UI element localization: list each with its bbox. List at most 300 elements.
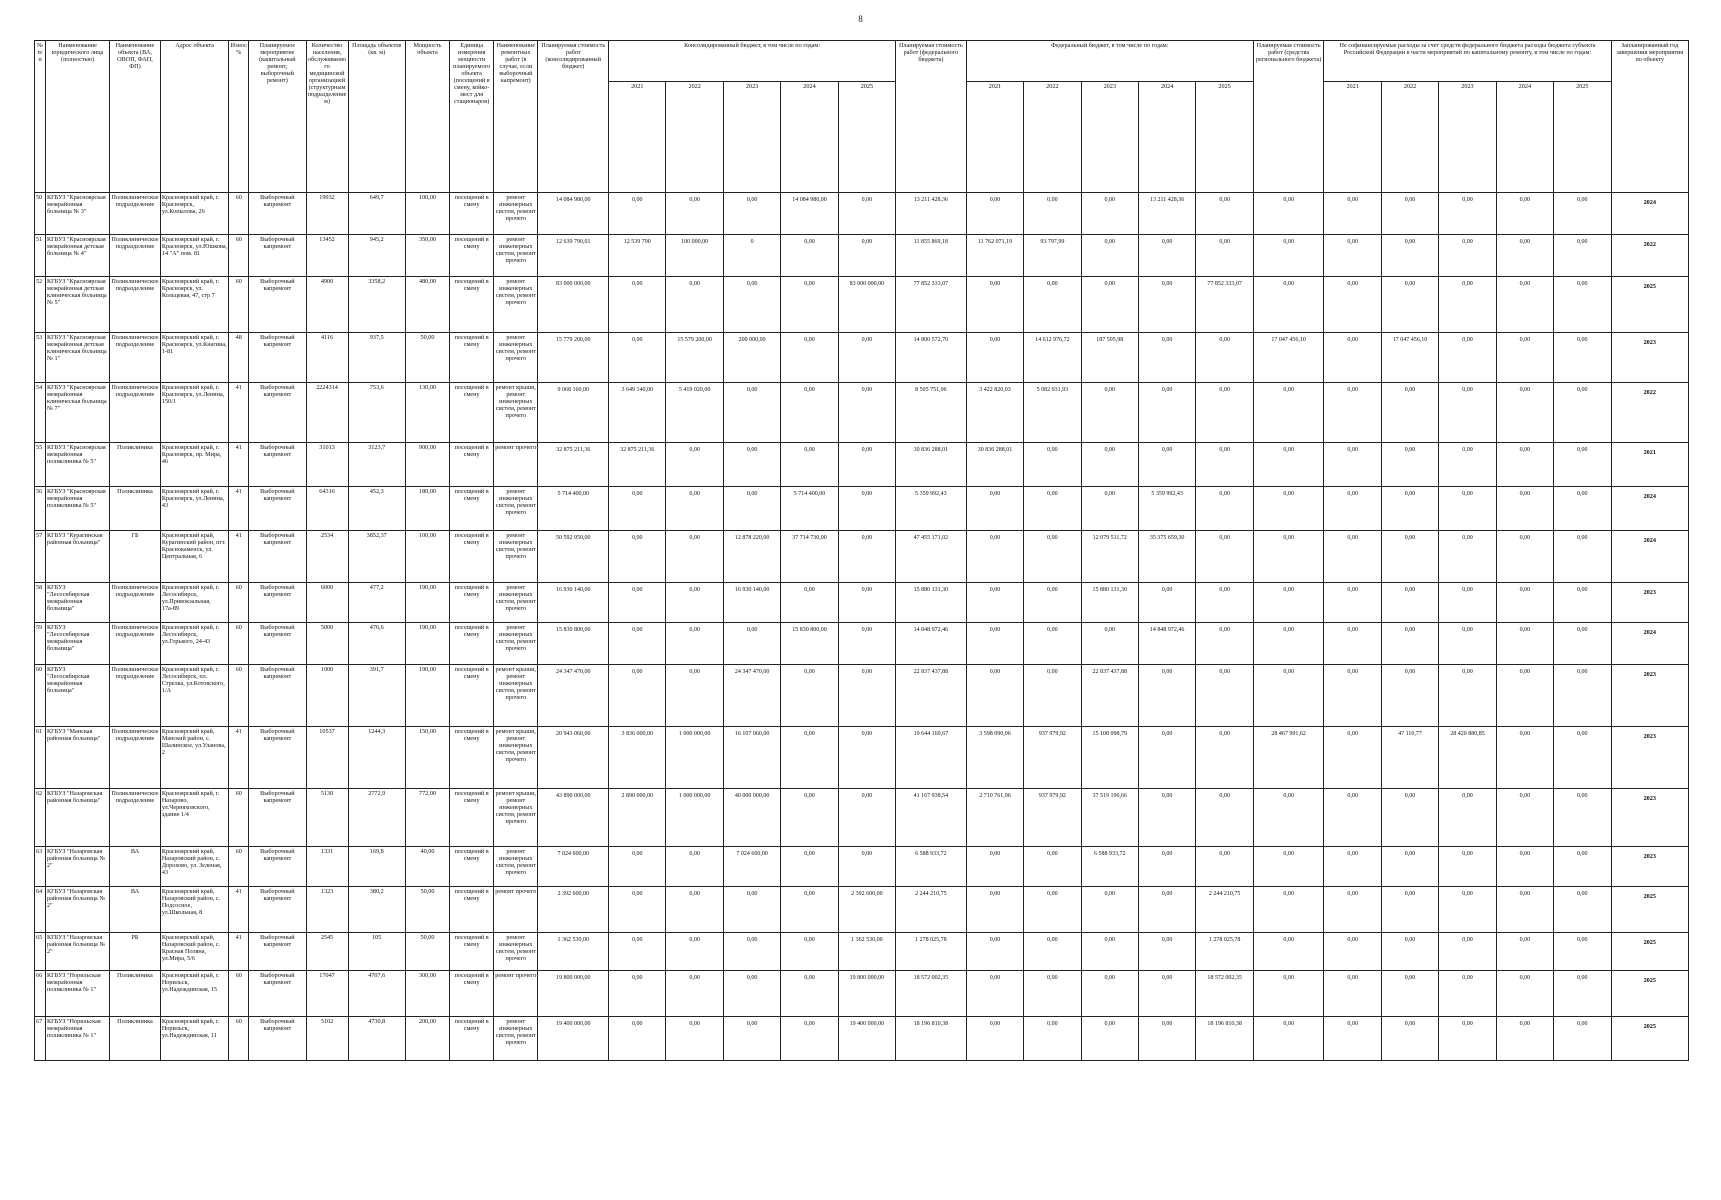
cell-consolidated-year: 0,00 — [838, 487, 895, 531]
cell-federal-year: 0,00 — [1024, 971, 1081, 1017]
cell-federal-year: 0,00 — [1024, 1017, 1081, 1061]
cell-cost-consolidated: 1 362 530,00 — [538, 933, 609, 971]
header-cofin-year: 2024 — [1496, 82, 1553, 193]
cell-cofin-year: 0,00 — [1496, 443, 1553, 487]
cell-obj-name: Поликлиническое подразделение — [110, 235, 161, 277]
cell-consolidated-year: 0,00 — [666, 193, 723, 235]
cell-consolidated-year: 0,00 — [781, 333, 838, 383]
cell-num: 53 — [35, 333, 46, 383]
cell-consolidated-year: 0,00 — [609, 531, 666, 583]
cell-capacity: 100,00 — [405, 531, 449, 583]
cell-cofin-year: 0,00 — [1381, 235, 1438, 277]
cell-cofin-year: 0,00 — [1496, 971, 1553, 1017]
cell-obj-name: Поликлиника — [110, 443, 161, 487]
cell-obj-name: Поликлиническое подразделение — [110, 277, 161, 333]
cell-federal-year: 0,00 — [1024, 887, 1081, 933]
cell-federal-year: 0,00 — [1024, 487, 1081, 531]
cell-area: 649,7 — [348, 193, 405, 235]
header-event: Планируемое мероприятие (капитальный ремонт, выборочный ремонт) — [249, 41, 306, 193]
cell-federal-year: 0,00 — [1081, 235, 1138, 277]
cell-population: 1331 — [306, 847, 348, 887]
cell-org: КГБУЗ "Красноярская межрайонная детская клиническая больница № 5" — [46, 277, 110, 333]
cell-cofin-year: 0,00 — [1439, 383, 1496, 443]
cell-num: 55 — [35, 443, 46, 487]
cell-address: Красноярский край, Назаровский район, с. Дорохово, ул. Зеленая, 43 — [160, 847, 228, 887]
header-consolidated-year: 2025 — [838, 82, 895, 193]
cell-cofin-year: 0,00 — [1381, 1017, 1438, 1061]
cell-capacity: 130,00 — [405, 383, 449, 443]
cell-cofin-year: 0,00 — [1554, 1017, 1611, 1061]
cell-consolidated-year: 0,00 — [838, 383, 895, 443]
cell-num: 50 — [35, 193, 46, 235]
cell-cofin-year: 0,00 — [1324, 933, 1381, 971]
cell-consolidated-year: 19 400 000,00 — [838, 1017, 895, 1061]
cell-cofin-year: 0,00 — [1381, 193, 1438, 235]
cell-obj-name: Поликлиника — [110, 971, 161, 1017]
cell-cost-consolidated: 12 639 790,01 — [538, 235, 609, 277]
cell-federal-year: 0,00 — [1024, 623, 1081, 665]
cell-works: ремонт крыши, ремонт инженерных систем, ремонт прочего — [494, 727, 538, 789]
cell-federal-year: 0,00 — [1081, 933, 1138, 971]
cell-address: Красноярский край, Назаровский район, с. Красная Поляна, ул.Мира, 5/6 — [160, 933, 228, 971]
cell-cost-federal: 18 196 810,38 — [896, 1017, 967, 1061]
cell-cofin-year: 0,00 — [1381, 487, 1438, 531]
cell-works: ремонт инженерных систем, ремонт прочего — [494, 193, 538, 235]
cell-org: КГБУЗ "Назаровская районная больница № 2" — [46, 887, 110, 933]
cell-works: ремонт инженерных систем, ремонт прочего — [494, 623, 538, 665]
cell-cost-federal: 22 837 437,88 — [896, 665, 967, 727]
cell-area: 3123,7 — [348, 443, 405, 487]
cell-completion-year: 2025 — [1611, 277, 1688, 333]
cell-cofin-year: 0,00 — [1381, 665, 1438, 727]
cell-cofin-year: 0,00 — [1554, 933, 1611, 971]
cell-cost-consolidated: 14 084 980,00 — [538, 193, 609, 235]
cell-population: 2545 — [306, 933, 348, 971]
cell-population: 5000 — [306, 623, 348, 665]
cell-federal-year: 35 375 659,30 — [1138, 531, 1195, 583]
cell-num: 51 — [35, 235, 46, 277]
cell-cofin-year: 0,00 — [1554, 443, 1611, 487]
cell-address: Красноярский край, г. Красноярск, ул.Кнагина, 1-81 — [160, 333, 228, 383]
cell-federal-year: 0,00 — [1196, 623, 1253, 665]
cell-event: Выборочный капремонт — [249, 443, 306, 487]
cell-cost-consolidated: 15 830 800,00 — [538, 623, 609, 665]
cell-cost-regional: 0,00 — [1253, 1017, 1324, 1061]
cell-obj-name: Поликлиническое подразделение — [110, 665, 161, 727]
cell-cofin-year: 0,00 — [1439, 531, 1496, 583]
cell-org: КГБУЗ "Лесосибирская межрайонная больница" — [46, 583, 110, 623]
cell-unit: посещений в смену — [450, 443, 494, 487]
cell-completion-year: 2025 — [1611, 971, 1688, 1017]
cell-cofin-year: 47 110,77 — [1381, 727, 1438, 789]
cell-federal-year: 0,00 — [966, 333, 1023, 383]
cell-event: Выборочный капремонт — [249, 665, 306, 727]
cell-address: Красноярский край, г. Лесосибирск, ул.Привокзальная, 17а-89 — [160, 583, 228, 623]
cell-cofin-year: 0,00 — [1324, 727, 1381, 789]
cell-cost-regional: 0,00 — [1253, 933, 1324, 971]
table-row — [35, 333, 1689, 383]
cell-federal-year: 3 598 090,96 — [966, 727, 1023, 789]
header-consolidated-group: Консолидированный бюджет, в том числе по годам: — [609, 41, 896, 82]
cell-works: ремонт инженерных систем, ремонт прочего — [494, 1017, 538, 1061]
cell-cofin-year: 0,00 — [1324, 623, 1381, 665]
cell-consolidated-year: 1 000 000,00 — [666, 789, 723, 847]
cell-org: КГБУЗ "Красноярская межрайонная детская клиническая больница № 1" — [46, 333, 110, 383]
cell-consolidated-year: 0,00 — [666, 933, 723, 971]
cell-event: Выборочный капремонт — [249, 583, 306, 623]
cell-consolidated-year: 0,00 — [781, 789, 838, 847]
cell-obj-name: ВА — [110, 847, 161, 887]
cell-federal-year: 0,00 — [1138, 333, 1195, 383]
cell-consolidated-year: 0,00 — [609, 1017, 666, 1061]
cell-consolidated-year: 0,00 — [838, 235, 895, 277]
cell-event: Выборочный капремонт — [249, 383, 306, 443]
cell-federal-year: 0,00 — [966, 971, 1023, 1017]
cell-address: Красноярский край, г. Красноярск, ул.Копылова, 26 — [160, 193, 228, 235]
cell-cost-federal: 13 211 428,36 — [896, 193, 967, 235]
cell-federal-year: 0,00 — [1024, 193, 1081, 235]
cell-num: 60 — [35, 665, 46, 727]
cell-federal-year: 0,00 — [1081, 277, 1138, 333]
cell-federal-year: 18 196 810,38 — [1196, 1017, 1253, 1061]
cell-cost-federal: 47 455 171,02 — [896, 531, 967, 583]
cell-cofin-year: 0,00 — [1324, 665, 1381, 727]
cell-federal-year: 18 572 002,35 — [1196, 971, 1253, 1017]
cell-federal-year: 0,00 — [1196, 665, 1253, 727]
header-obj-name: Наименование объекта (ВА, ОВОП, ФАП, ФП) — [110, 41, 161, 193]
cell-capacity: 50,00 — [405, 333, 449, 383]
cell-cofin-year: 0,00 — [1324, 487, 1381, 531]
cell-capacity: 300,00 — [405, 971, 449, 1017]
cell-num: 57 — [35, 531, 46, 583]
cell-area: 476,6 — [348, 623, 405, 665]
table-row — [35, 235, 1689, 277]
cell-consolidated-year: 0,00 — [666, 583, 723, 623]
cell-federal-year: 0,00 — [1024, 847, 1081, 887]
cell-consolidated-year: 0,00 — [609, 847, 666, 887]
cell-num: 52 — [35, 277, 46, 333]
cell-area: 2772,9 — [348, 789, 405, 847]
cell-consolidated-year: 0,00 — [609, 333, 666, 383]
cell-population: 13452 — [306, 235, 348, 277]
cell-address: Красноярский край, г. Назарово, ул.Черняховского, здание 1/4 — [160, 789, 228, 847]
cell-cofin-year: 0,00 — [1324, 531, 1381, 583]
cell-num: 67 — [35, 1017, 46, 1061]
cell-population: 17047 — [306, 971, 348, 1017]
header-federal-year: 2021 — [966, 82, 1023, 193]
cell-capacity: 900,00 — [405, 443, 449, 487]
cell-cofin-year: 0,00 — [1324, 583, 1381, 623]
table-row — [35, 487, 1689, 531]
cell-completion-year: 2022 — [1611, 235, 1688, 277]
cell-consolidated-year: 40 000 000,00 — [723, 789, 780, 847]
cell-federal-year: 3 422 820,03 — [966, 383, 1023, 443]
cell-num: 64 — [35, 887, 46, 933]
cell-wear: 41 — [229, 727, 249, 789]
cell-consolidated-year: 0,00 — [666, 887, 723, 933]
cell-unit: посещений в смену — [450, 623, 494, 665]
cell-event: Выборочный капремонт — [249, 487, 306, 531]
cell-consolidated-year: 0,00 — [666, 531, 723, 583]
cell-event: Выборочный капремонт — [249, 623, 306, 665]
cell-cost-consolidated: 9 068 160,00 — [538, 383, 609, 443]
cell-cofin-year: 0,00 — [1554, 235, 1611, 277]
cell-cofin-year: 0,00 — [1324, 887, 1381, 933]
cell-address: Красноярский край, Назаровский район, с. Подсосное, ул.Школьная, 8 — [160, 887, 228, 933]
header-federal-year: 2024 — [1138, 82, 1195, 193]
cell-cost-consolidated: 15 779 200,00 — [538, 333, 609, 383]
cell-cofin-year: 0,00 — [1439, 789, 1496, 847]
cell-works: ремонт инженерных систем, ремонт прочего — [494, 531, 538, 583]
cell-consolidated-year: 0,00 — [838, 193, 895, 235]
cell-cofin-year: 0,00 — [1381, 383, 1438, 443]
cell-cost-consolidated: 5 714 400,00 — [538, 487, 609, 531]
cell-federal-year: 5 359 992,43 — [1138, 487, 1195, 531]
cell-cost-regional: 0,00 — [1253, 789, 1324, 847]
cell-cofin-year: 28 420 880,85 — [1439, 727, 1496, 789]
cell-federal-year: 0,00 — [966, 847, 1023, 887]
cell-federal-year: 1 278 025,78 — [1196, 933, 1253, 971]
header-cofin-year: 2021 — [1324, 82, 1381, 193]
cell-federal-year: 0,00 — [1081, 623, 1138, 665]
cell-federal-year: 12 079 511,72 — [1081, 531, 1138, 583]
cell-cost-federal: 1 278 025,78 — [896, 933, 967, 971]
cell-address: Красноярский край, г. Лесосибирск, ул.Горького, 24-43 — [160, 623, 228, 665]
cell-consolidated-year: 0,00 — [781, 1017, 838, 1061]
table-row — [35, 887, 1689, 933]
cell-unit: посещений в смену — [450, 971, 494, 1017]
cell-cofin-year: 0,00 — [1439, 487, 1496, 531]
cell-capacity: 50,00 — [405, 933, 449, 971]
table-row — [35, 193, 1689, 235]
header-consolidated-year: 2023 — [723, 82, 780, 193]
cell-federal-year: 0,00 — [1196, 531, 1253, 583]
cell-cost-regional: 0,00 — [1253, 665, 1324, 727]
cell-unit: посещений в смену — [450, 1017, 494, 1061]
table-row — [35, 623, 1689, 665]
header-population: Количество населения, обслуживаемого медицинской организацией (структурным подразделением) — [306, 41, 348, 193]
cell-area: 477,2 — [348, 583, 405, 623]
cell-capacity: 480,00 — [405, 277, 449, 333]
cell-works: ремонт инженерных систем, ремонт прочего — [494, 847, 538, 887]
cell-population: 10537 — [306, 727, 348, 789]
cell-consolidated-year: 0,00 — [723, 193, 780, 235]
cell-event: Выборочный капремонт — [249, 193, 306, 235]
cell-consolidated-year: 3 836 000,00 — [609, 727, 666, 789]
cell-address: Красноярский край, г. Норильск, ул.Надеждинская, 15 — [160, 971, 228, 1017]
cell-federal-year: 0,00 — [1196, 727, 1253, 789]
cell-completion-year: 2023 — [1611, 333, 1688, 383]
cell-num: 59 — [35, 623, 46, 665]
cell-consolidated-year: 3 649 140,00 — [609, 383, 666, 443]
cell-cofin-year: 0,00 — [1439, 235, 1496, 277]
cell-federal-year: 22 837 437,88 — [1081, 665, 1138, 727]
cell-cost-federal: 2 244 210,75 — [896, 887, 967, 933]
cell-cofin-year: 0,00 — [1381, 277, 1438, 333]
cell-works: ремонт крыши, ремонт инженерных систем, ремонт прочего — [494, 383, 538, 443]
cell-capacity: 350,00 — [405, 235, 449, 277]
cell-cost-consolidated: 32 875 211,36 — [538, 443, 609, 487]
cell-wear: 60 — [229, 277, 249, 333]
cell-cost-regional: 0,00 — [1253, 277, 1324, 333]
cell-federal-year: 0,00 — [966, 1017, 1023, 1061]
cell-federal-year: 0,00 — [1024, 665, 1081, 727]
cell-area: 1244,3 — [348, 727, 405, 789]
cell-wear: 60 — [229, 789, 249, 847]
cell-capacity: 772,00 — [405, 789, 449, 847]
cell-population: 2534 — [306, 531, 348, 583]
cell-obj-name: Поликлиническое подразделение — [110, 727, 161, 789]
cell-population: 5130 — [306, 789, 348, 847]
cell-federal-year: 0,00 — [1196, 789, 1253, 847]
cell-consolidated-year: 0,00 — [781, 847, 838, 887]
cell-obj-name: РБ — [110, 933, 161, 971]
cell-cofin-year: 0,00 — [1496, 487, 1553, 531]
cell-federal-year: 187 595,98 — [1081, 333, 1138, 383]
cell-obj-name: Поликлиническое подразделение — [110, 383, 161, 443]
cell-federal-year: 0,00 — [1138, 383, 1195, 443]
cell-cost-consolidated: 7 024 600,00 — [538, 847, 609, 887]
cell-cofin-year: 0,00 — [1554, 383, 1611, 443]
cell-cofin-year: 0,00 — [1554, 887, 1611, 933]
cell-address: Красноярский край, г. Красноярск, ул. Кольцевая, 47, стр 7 — [160, 277, 228, 333]
cell-org: КГБУЗ "Красноярская межрайонная больница № 3" — [46, 193, 110, 235]
cell-consolidated-year: 5 714 400,00 — [781, 487, 838, 531]
cell-consolidated-year: 15 830 800,00 — [781, 623, 838, 665]
cell-population: 1000 — [306, 665, 348, 727]
cell-federal-year: 0,00 — [1138, 443, 1195, 487]
cell-org: КГБУЗ "Назаровская районная больница" — [46, 789, 110, 847]
cell-cofin-year: 0,00 — [1381, 531, 1438, 583]
cell-cofin-year: 0,00 — [1554, 193, 1611, 235]
cell-completion-year: 2023 — [1611, 847, 1688, 887]
cell-obj-name: ВА — [110, 887, 161, 933]
cell-org: КГБУЗ "Норильская межрайонная поликлиника № 1" — [46, 1017, 110, 1061]
cell-consolidated-year: 0,00 — [838, 789, 895, 847]
cell-consolidated-year: 0,00 — [723, 443, 780, 487]
cell-federal-year: 0,00 — [1196, 443, 1253, 487]
cell-cost-regional: 0,00 — [1253, 383, 1324, 443]
cell-consolidated-year: 7 024 600,00 — [723, 847, 780, 887]
cell-cofin-year: 0,00 — [1496, 887, 1553, 933]
cell-cofin-year: 0,00 — [1496, 333, 1553, 383]
cell-unit: посещений в смену — [450, 933, 494, 971]
cell-cost-regional: 0,00 — [1253, 887, 1324, 933]
cell-cost-federal: 5 359 992,43 — [896, 487, 967, 531]
cell-federal-year: 5 082 931,93 — [1024, 383, 1081, 443]
cell-cofin-year: 0,00 — [1554, 583, 1611, 623]
cell-consolidated-year: 0,00 — [838, 531, 895, 583]
cell-completion-year: 2024 — [1611, 623, 1688, 665]
cell-org: КГБУЗ "Норильская межрайонная поликлиника № 1" — [46, 971, 110, 1017]
cell-address: Красноярский край, г. Красноярск, ул.Ленина, 43 — [160, 487, 228, 531]
cell-event: Выборочный капремонт — [249, 727, 306, 789]
cell-federal-year: 2 244 210,75 — [1196, 887, 1253, 933]
cell-area: 452,3 — [348, 487, 405, 531]
cell-obj-name: Поликлиническое подразделение — [110, 193, 161, 235]
cell-consolidated-year: 83 000 000,00 — [838, 277, 895, 333]
cell-federal-year: 0,00 — [966, 665, 1023, 727]
cell-federal-year: 0,00 — [1024, 583, 1081, 623]
cell-unit: посещений в смену — [450, 531, 494, 583]
cell-wear: 60 — [229, 665, 249, 727]
cell-consolidated-year: 0,00 — [666, 1017, 723, 1061]
cell-cofin-year: 0,00 — [1324, 193, 1381, 235]
cell-area: 391,7 — [348, 665, 405, 727]
header-cofin-year: 2025 — [1554, 82, 1611, 193]
cell-consolidated-year: 0,00 — [609, 277, 666, 333]
cell-obj-name: Поликлиническое подразделение — [110, 623, 161, 665]
cell-cost-federal: 6 588 933,72 — [896, 847, 967, 887]
cell-federal-year: 0,00 — [1138, 971, 1195, 1017]
cell-cost-regional: 0,00 — [1253, 971, 1324, 1017]
cell-consolidated-year: 32 875 211,36 — [609, 443, 666, 487]
cell-obj-name: Поликлиническое подразделение — [110, 333, 161, 383]
cell-consolidated-year: 0,00 — [723, 277, 780, 333]
cell-wear: 60 — [229, 971, 249, 1017]
cell-consolidated-year: 0,00 — [838, 623, 895, 665]
cell-unit: посещений в смену — [450, 727, 494, 789]
cell-capacity: 50,00 — [405, 887, 449, 933]
cell-cofin-year: 0,00 — [1496, 665, 1553, 727]
cell-federal-year: 0,00 — [966, 531, 1023, 583]
cell-consolidated-year: 0,00 — [781, 933, 838, 971]
cell-consolidated-year: 0,00 — [723, 623, 780, 665]
table-row — [35, 583, 1689, 623]
cell-cofin-year: 0,00 — [1554, 727, 1611, 789]
cell-cofin-year: 0,00 — [1439, 665, 1496, 727]
cell-federal-year: 0,00 — [1024, 277, 1081, 333]
cell-completion-year: 2024 — [1611, 487, 1688, 531]
cell-area: 753,6 — [348, 383, 405, 443]
cell-cofin-year: 0,00 — [1381, 583, 1438, 623]
cell-obj-name: Поликлиника — [110, 1017, 161, 1061]
cell-cofin-year: 0,00 — [1381, 887, 1438, 933]
cell-federal-year: 0,00 — [1196, 235, 1253, 277]
cell-cost-regional: 0,00 — [1253, 235, 1324, 277]
cell-consolidated-year: 0,00 — [609, 665, 666, 727]
cell-consolidated-year: 0,00 — [666, 847, 723, 887]
cell-consolidated-year: 0,00 — [609, 971, 666, 1017]
cell-cofin-year: 0,00 — [1496, 277, 1553, 333]
cell-consolidated-year: 24 347 470,00 — [723, 665, 780, 727]
cell-consolidated-year: 16 107 060,00 — [723, 727, 780, 789]
cell-federal-year: 11 762 071,19 — [966, 235, 1023, 277]
cell-federal-year: 93 797,99 — [1024, 235, 1081, 277]
cell-federal-year: 0,00 — [966, 933, 1023, 971]
cell-cofin-year: 0,00 — [1439, 333, 1496, 383]
cell-org: КГБУЗ "Назаровская районная больница № 2" — [46, 933, 110, 971]
cell-event: Выборочный капремонт — [249, 277, 306, 333]
cell-event: Выборочный капремонт — [249, 887, 306, 933]
cell-consolidated-year: 0,00 — [666, 487, 723, 531]
cell-federal-year: 37 519 196,66 — [1081, 789, 1138, 847]
table-row — [35, 847, 1689, 887]
table-row — [35, 531, 1689, 583]
cell-consolidated-year: 0,00 — [838, 727, 895, 789]
cell-population: 2224314 — [306, 383, 348, 443]
cell-cofin-year: 0,00 — [1381, 789, 1438, 847]
cell-consolidated-year: 100 000,00 — [666, 235, 723, 277]
table-row — [35, 383, 1689, 443]
header-federal-year: 2025 — [1196, 82, 1253, 193]
cell-cost-regional: 17 047 456,10 — [1253, 333, 1324, 383]
cell-cofin-year: 0,00 — [1496, 1017, 1553, 1061]
cell-org: КГБУЗ "Красноярская межрайонная поликлиника № 5" — [46, 443, 110, 487]
cell-cost-regional: 0,00 — [1253, 443, 1324, 487]
cell-federal-year: 13 211 428,36 — [1138, 193, 1195, 235]
cell-num: 63 — [35, 847, 46, 887]
